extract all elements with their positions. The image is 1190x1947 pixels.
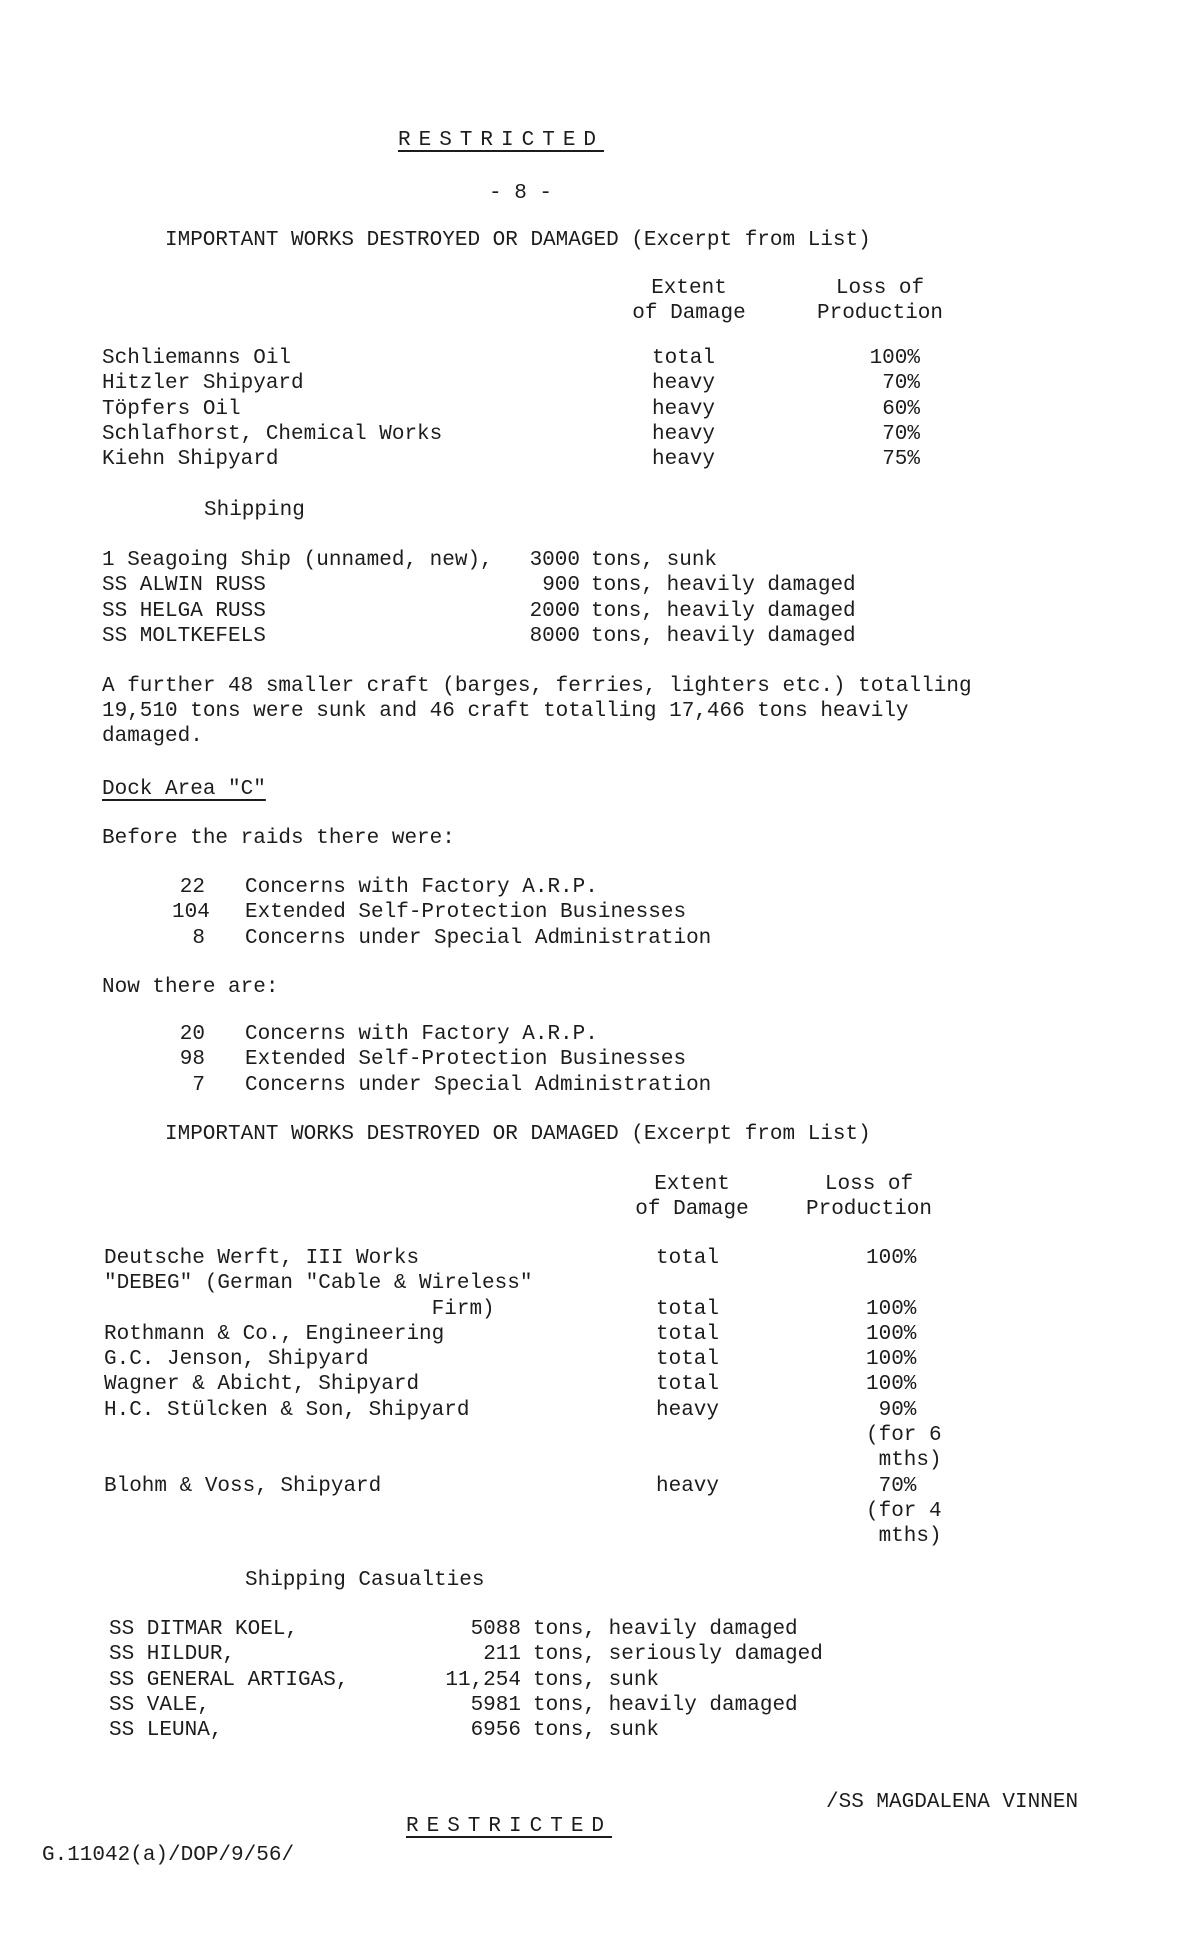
section2-heading: IMPORTANT WORKS DESTROYED OR DAMAGED (Excerpt from List)	[165, 1123, 871, 1146]
works-names-text: Deutsche Werft, III Works "DEBEG" (German "Cable & Wireless" Firm) Rothmann & Co., Engineering G.C. Jenson, Shipyard Wagner & Abicht, Shipyard H.C. Stülcken & Son, Shipyard Blohm & Voss, Shipyard	[104, 1247, 533, 1498]
classification-footer: RESTRICTED	[406, 1815, 613, 1838]
works-extent: heavy	[652, 397, 716, 421]
before-label: Before the raids there were:	[102, 827, 455, 850]
ship-tons: 900	[542, 574, 580, 598]
ship-tons: 211	[483, 1643, 521, 1667]
ship-status: tons, heavily damaged	[591, 599, 856, 623]
section1-losses	[820, 346, 920, 472]
shipping-title: Shipping	[204, 499, 305, 522]
section1-names	[102, 346, 462, 472]
description: Concerns with Factory A.R.P.	[245, 876, 598, 899]
document-reference: G.11042(a)/DOP/9/56/	[42, 1844, 295, 1867]
shipping2-ships	[109, 1617, 429, 1743]
ship-name: SS DITMAR KOEL,	[109, 1618, 299, 1641]
section1-extents	[652, 346, 752, 472]
ship-status: tons, sunk	[533, 1668, 660, 1692]
shipping2-status	[533, 1617, 853, 1743]
works-extent: heavy	[652, 422, 716, 446]
works-loss: 70%	[882, 422, 920, 446]
ship-status: tons, heavily damaged	[591, 574, 856, 598]
continuation-catchword: /SS MAGDALENA VINNEN	[826, 1791, 1079, 1814]
list-item	[172, 1022, 772, 1047]
ship-status: tons, sunk	[591, 549, 718, 572]
count: 8	[192, 926, 205, 950]
ship-status: tons, seriously damaged	[533, 1643, 823, 1667]
ship-tons: 5981	[470, 1693, 521, 1717]
ship-name: SS MOLTKEFELS	[102, 624, 266, 648]
ship-tons: 3000	[529, 549, 580, 572]
section1-heading: IMPORTANT WORKS DESTROYED OR DAMAGED (Excerpt from List)	[165, 229, 871, 252]
ship-tons: 2000	[529, 599, 580, 623]
ship-tons: 6956	[470, 1719, 521, 1743]
ship-tons: 11,254	[445, 1668, 521, 1692]
works-name: Töpfers Oil	[102, 397, 241, 421]
description: Concerns under Special Administration	[245, 1073, 712, 1097]
works-name: Schlafhorst, Chemical Works	[102, 422, 443, 446]
smaller-craft-note: A further 48 smaller craft (barges, ferries, lighters etc.) totalling 19,510 tons were sunk and 46 craft totalling 17,466 tons heavily damaged.	[102, 675, 972, 748]
ship-name: SS GENERAL ARTIGAS,	[109, 1668, 349, 1692]
ship-status: tons, heavily damaged	[591, 624, 856, 648]
before-list	[172, 875, 772, 951]
section1-col-extent: Extent of Damage	[632, 277, 746, 325]
description: Extended Self-Protection Businesses	[245, 901, 687, 925]
ship-name: SS VALE,	[109, 1693, 210, 1717]
ship-name: SS HELGA RUSS	[102, 599, 266, 623]
description: Extended Self-Protection Businesses	[245, 1048, 687, 1072]
shipping-casualties-title: Shipping Casualties	[245, 1569, 485, 1592]
section2-losses	[866, 1246, 966, 1550]
works-name: Schliemanns Oil	[102, 347, 292, 370]
classification-header: RESTRICTED	[398, 129, 605, 152]
section2-col-extent: Extent of Damage	[635, 1173, 749, 1221]
works-losses-text: 100% 100% 100% 100% 100% 90% (for 6 mths) 70% (for 4 mths)	[866, 1247, 942, 1549]
list-item	[172, 875, 772, 900]
works-name: Hitzler Shipyard	[102, 372, 304, 396]
section2-col-loss: Loss of Production	[805, 1173, 933, 1221]
works-extent: heavy	[652, 372, 716, 396]
works-extent: total	[652, 347, 716, 370]
ship-name: SS ALWIN RUSS	[102, 574, 266, 598]
description: Concerns with Factory A.R.P.	[245, 1023, 598, 1046]
list-item	[172, 1073, 772, 1098]
now-list	[172, 1022, 772, 1098]
shipping1-ships	[102, 548, 512, 649]
ship-status: tons, sunk	[533, 1719, 660, 1743]
works-loss: 60%	[882, 397, 920, 421]
works-extents-text: total total total total total heavy heavy	[656, 1247, 720, 1498]
works-loss: 100%	[869, 347, 920, 370]
works-extent: heavy	[652, 448, 716, 472]
list-item	[172, 1047, 772, 1072]
ship-status: tons, heavily damaged	[533, 1693, 798, 1717]
dock-area-title: Dock Area "C"	[102, 778, 266, 801]
ship-tons: 8000	[529, 624, 580, 648]
section2-names	[104, 1246, 564, 1499]
count: 104	[172, 901, 210, 925]
section2-extents	[656, 1246, 756, 1499]
page-number: - 8 -	[489, 182, 553, 205]
shipping2-tons	[433, 1617, 521, 1743]
count: 7	[192, 1073, 205, 1097]
ship-tons: 5088	[470, 1618, 521, 1641]
list-item	[172, 900, 772, 925]
works-name: Kiehn Shipyard	[102, 448, 279, 472]
works-loss: 75%	[882, 448, 920, 472]
description: Concerns under Special Administration	[245, 926, 712, 950]
count: 22	[179, 876, 205, 899]
section1-col-loss: Loss of Production	[816, 277, 944, 325]
shipping1-status	[591, 548, 891, 649]
list-item	[172, 926, 772, 951]
count: 20	[179, 1023, 205, 1046]
count: 98	[179, 1048, 205, 1072]
ship-name: 1 Seagoing Ship (unnamed, new),	[102, 549, 493, 572]
works-loss: 70%	[882, 372, 920, 396]
ship-name: SS LEUNA,	[109, 1719, 223, 1743]
ship-name: SS HILDUR,	[109, 1643, 236, 1667]
shipping1-tons	[518, 548, 580, 649]
ship-status: tons, heavily damaged	[533, 1618, 798, 1641]
now-label: Now there are:	[102, 976, 279, 999]
